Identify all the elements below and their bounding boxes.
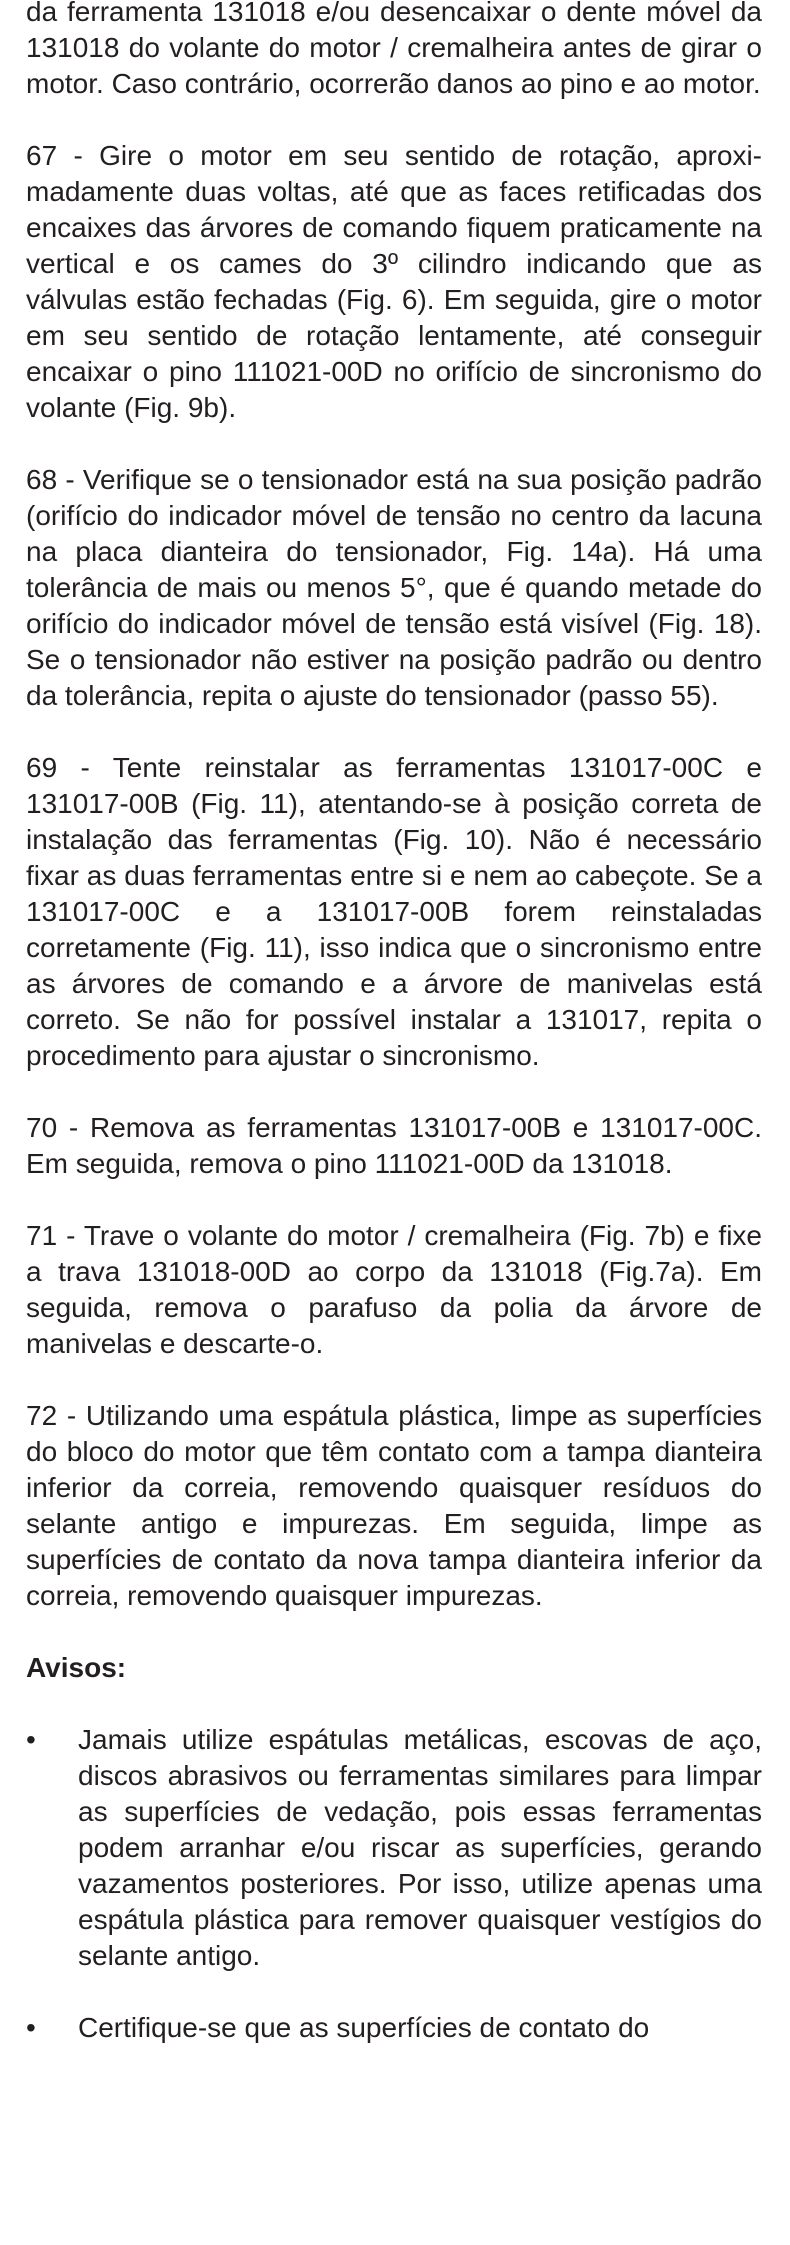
warning-item-text: Jamais utilize espátulas metálicas, escovas de aço, discos abrasivos ou ferramentas similares para limpar as superfícies de vedação, pois essas ferramentas podem arranhar e/ou riscar as superfícies, gerando vazamentos posteriores. Por isso, utilize apenas uma espátula plástica para remover quaisquer vestígios do selante antigo. (78, 1724, 762, 1971)
bullet-icon: • (26, 1724, 36, 1755)
warnings-heading: Avisos: (26, 1652, 127, 1683)
paragraph-step-67: 67 - Gire o motor em seu sentido de rotação, aproximadamente duas voltas, até que as faces retificadas dos encaixes das árvores de comando fiquem praticamente na vertical e os cames do 3º cilindro indicando que as válvulas estão fechadas (Fig. 6). Em seguida, gire o motor em seu sentido de rotação lentamente, até conseguir encaixar o pino 111021-00D no orifício de sincronismo do volante (Fig. 9b). (26, 140, 762, 423)
document-page (26, 0, 762, 2082)
warning-item-text: Certifique-se que as superfícies de contato do (78, 2012, 650, 2043)
paragraph-step-71: 71 - Trave o volante do motor / cremalheira (Fig. 7b) e fixe a trava 131018-00D ao corpo da 131018 (Fig.7a). Em seguida, remova o parafuso da polia da árvore de manivelas e descarte-o. (26, 1220, 762, 1359)
paragraph-step-72: 72 - Utilizando uma espátula plástica, limpe as superfícies do bloco do motor que têm contato com a tampa dianteira inferior da correia, removendo quaisquer resíduos do selante antigo e impurezas. Em seguida, limpe as superfícies de contato da nova tampa dianteira inferior da correia, removendo quaisquer impurezas. (26, 1400, 762, 1611)
bullet-icon: • (26, 2012, 36, 2043)
warning-item (26, 1722, 762, 1974)
paragraph-continuation: da ferramenta 131018 e/ou desencaixar o dente móvel da 131018 do volante do motor / cremalheira antes de girar o motor. Caso contrário, ocorrerão danos ao pino e ao motor. (26, 0, 762, 99)
paragraph-step-70: 70 - Remova as ferramentas 131017-00B e 131017-00C. Em seguida, remova o pino 111021-00D da 131018. (26, 1112, 762, 1179)
paragraph-step-69: 69 - Tente reinstalar as ferramentas 131017-00C e 131017-00B (Fig. 11), atentando-se à posição correta de instalação das ferramentas (Fig. 10). Não é necessário fixar as duas ferramentas entre si e nem ao cabeçote. Se a 131017-00C e a 131017-00B forem reinstaladas corretamente (Fig. 11), isso indica que o sincronismo entre as árvores de comando e a árvore de manivelas está correto. Se não for possível instalar a 131017, repita o procedimento para ajustar o sincronismo. (26, 752, 762, 1071)
warning-item (26, 2010, 762, 2046)
paragraph-step-68: 68 - Verifique se o tensionador está na sua posição padrão (orifício do indicador móvel de tensão no centro da lacuna na placa dianteira do tensionador, Fig. 14a). Há uma tolerância de mais ou menos 5°, que é quando metade do orifício do indicador móvel de tensão está visível (Fig. 18). Se o tensionador não estiver na posição padrão ou dentro da tolerância, repita o ajuste do tensionador (passo 55). (26, 464, 762, 711)
